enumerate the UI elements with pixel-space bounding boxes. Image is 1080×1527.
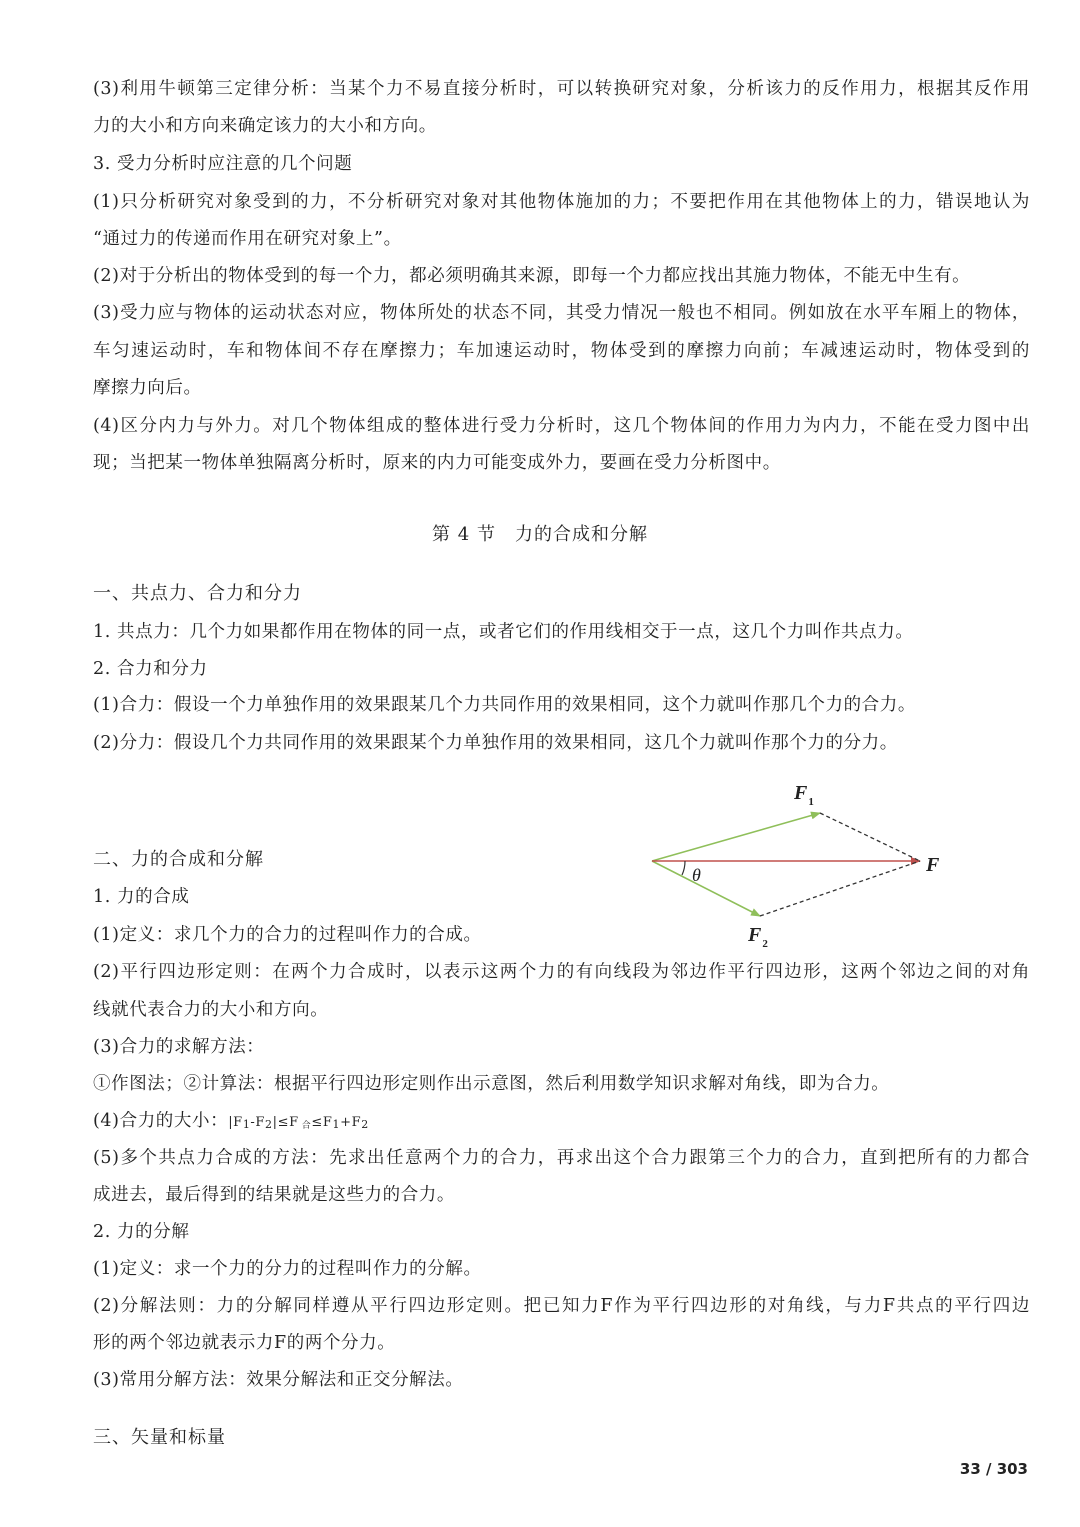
force-parallelogram-diagram <box>640 775 950 950</box>
text-line: (1)定义：求几个力的合力的过程叫作力的合成。 <box>93 925 482 945</box>
heading-1: 一、共点力、合力和分力 <box>93 583 302 604</box>
formula-line <box>93 1108 369 1139</box>
text-line: “通过力的传递而作用在研究对象上”。 <box>93 229 402 249</box>
text-line: (3)受力应与物体的运动状态对应，物体所处的状态不同，其受力情况一般也不相同。例如放在水平车厢上的物体， <box>93 303 1030 323</box>
text-line: (2)对于分析出的物体受到的每一个力，都必须明确其来源，即每一个力都应找出其施力物体，不能无中生有。 <box>93 266 971 286</box>
text-line: (3)常用分解方法：效果分解法和正交分解法。 <box>93 1370 464 1390</box>
list-heading: 3. 受力分析时应注意的几个问题 <box>93 154 353 174</box>
heading-2: 二、力的合成和分解 <box>93 849 264 870</box>
text-line: 力的大小和方向来确定该力的大小和方向。 <box>93 116 437 136</box>
dashed-edge <box>820 813 920 861</box>
text-line: (3)利用牛顿第三定律分析：当某个力不易直接分析时，可以转换研究对象，分析该力的反作用力，根据其反作用 <box>93 79 1030 99</box>
text-line: (5)多个共点力合成的方法：先求出任意两个力的合力，再求出这个合力跟第三个力的合力，直到把所有的力都合 <box>93 1148 1030 1168</box>
theta-label: θ <box>692 865 701 885</box>
text-line: 形的两个邻边就表示力F的两个分力。 <box>93 1333 396 1353</box>
text-line: (1)合力：假设一个力单独作用的效果跟某几个力共同作用的效果相同，这个力就叫作那几个力的合力。 <box>93 695 916 715</box>
text-line: 1. 共点力：几个力如果都作用在物体的同一点，或者它们的作用线相交于一点，这几个力叫作共点力。 <box>93 622 914 642</box>
f2-label: $F_2$ <box>748 924 768 950</box>
list-heading: (3)合力的求解方法： <box>93 1037 265 1057</box>
f-label: F <box>926 854 940 876</box>
text-line: 现；当把某一物体单独隔离分析时，原来的内力可能变成外力，要画在受力分析图中。 <box>93 453 781 473</box>
text-line: 线就代表合力的大小和方向。 <box>93 1000 329 1020</box>
dashed-edge <box>760 861 920 916</box>
list-heading: 2. 合力和分力 <box>93 659 208 679</box>
f2-vector <box>652 861 760 916</box>
text-line: ①作图法；②计算法：根据平行四边形定则作出示意图，然后利用数学知识求解对角线，即为合力。 <box>93 1074 890 1094</box>
text-line: (1)定义：求一个力的分力的过程叫作力的分解。 <box>93 1259 482 1279</box>
section-title: 第 4 节 力的合成和分解 <box>432 524 648 545</box>
f1-vector <box>652 813 820 861</box>
angle-arc <box>682 861 685 875</box>
list-heading: 2. 力的分解 <box>93 1222 190 1242</box>
text-line: 车匀速运动时，车和物体间不存在摩擦力；车加速运动时，物体受到的摩擦力向前；车减速运动时，物体受到的 <box>93 341 1030 361</box>
text-line: 成进去，最后得到的结果就是这些力的合力。 <box>93 1185 455 1205</box>
formula-prefix: (4)合力的大小： <box>93 1111 229 1131</box>
heading-3: 三、矢量和标量 <box>93 1427 226 1448</box>
text-line: (4)区分内力与外力。对几个物体组成的整体进行受力分析时，这几个物体间的作用力为内力，不能在受力图中出 <box>93 416 1030 436</box>
formula: |F1-F2|≤F 合≤F1+F2 <box>228 1115 369 1131</box>
page-number: 33 / 303 <box>959 1460 1028 1478</box>
text-line: (1)只分析研究对象受到的力，不分析研究对象对其他物体施加的力；不要把作用在其他物体上的力，错误地认为 <box>93 192 1030 212</box>
text-line: 摩擦力向后。 <box>93 378 202 398</box>
f1-label: $F_1$ <box>794 782 814 808</box>
list-heading: 1. 力的合成 <box>93 887 190 907</box>
text-line: (2)分力：假设几个力共同作用的效果跟某个力单独作用的效果相同，这几个力就叫作那个力的分力。 <box>93 733 898 753</box>
text-line: (2)平行四边形定则：在两个力合成时，以表示这两个力的有向线段为邻边作平行四边形，这两个邻边之间的对角 <box>93 962 1030 982</box>
text-line: (2)分解法则：力的分解同样遵从平行四边形定则。把已知力F作为平行四边形的对角线，与力F共点的平行四边 <box>93 1296 1030 1316</box>
